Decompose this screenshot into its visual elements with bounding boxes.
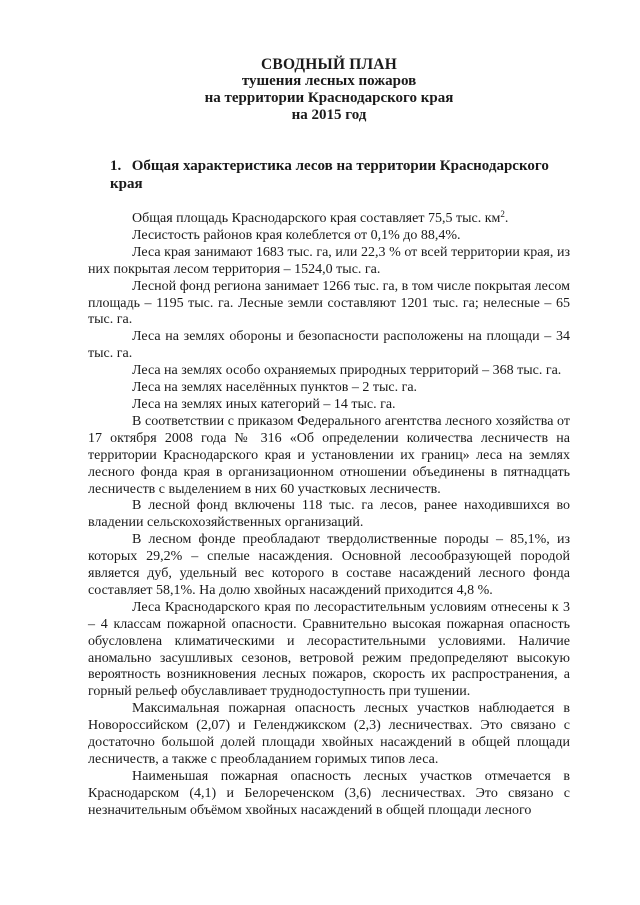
paragraph: Лесистость районов края колеблется от 0,1% до 88,4%.: [132, 227, 461, 243]
paragraph: В соответствии с приказом Федерального агентства лесного хозяйства от 17 октября 2008 года № 316 «Об определении количества лесничеств на территории Краснодарского края и установлении их границ» леса на землях лесного фонда края в организационном отношении объединены в пятнадцать лесничеств с выделением в них 60 участковых лесничеств.: [88, 413, 570, 497]
title-line-3: на территории Краснодарского края: [204, 90, 454, 106]
paragraph: Леса на землях обороны и безопасности расположены на площади – 34 тыс. га.: [88, 329, 570, 362]
section-heading: [88, 157, 570, 193]
paragraph: Леса на землях особо охраняемых природных территорий – 368 тыс. га.: [132, 363, 562, 379]
paragraph: Леса края занимают 1683 тыс. га, или 22,3 % от всей территории края, из них покрытая лесом территория – 1524,0 тыс. га.: [88, 244, 570, 277]
title-main: СВОДНЫЙ ПЛАН: [261, 56, 397, 73]
title-line-4: на 2015 год: [291, 107, 367, 123]
superscript-2: 2: [500, 209, 505, 219]
paragraph: Леса на землях населённых пунктов – 2 тыс. га.: [132, 380, 418, 396]
paragraph: В лесной фонд включены 118 тыс. га лесов, ранее находившихся во владении сельскохозяйственных организаций.: [88, 498, 570, 531]
paragraph: Леса на землях иных категорий – 14 тыс. га.: [132, 396, 396, 412]
paragraph: Максимальная пожарная опасность лесных участков наблюдается в Новороссийском (2,07) и Геленджикском (2,3) лесничествах. Это связано с достаточно большой долей площади хвойных насаждений в общей площади лесничеств, а также с преобладанием горимых типов леса.: [88, 701, 570, 767]
paragraph: Леса Краснодарского края по лесорастительным условиям отнесены к 3 – 4 классам пожарной опасности. Сравнительно высокая пожарная опасность обусловлена климатическими и лесорастительными условиями. Наличие аномально засушливых сезонов, ветровой режим предопределяют высокую вероятность возникновения лесных пожаров, скорость их распространения, а горный рельеф обуславливает труднодоступность при тушении.: [88, 599, 570, 700]
paragraph-area-text: Общая площадь Краснодарского края составляет 75,5 тыс. км: [132, 211, 501, 226]
paragraph-area-end: .: [504, 211, 509, 226]
title-line-2: тушения лесных пожаров: [241, 73, 417, 89]
paragraph: Лесной фонд региона занимает 1266 тыс. га, в том числе покрытая лесом площадь – 1195 тыс. га. Лесные земли составляют 1201 тыс. га; нелесные – 65 тыс. га.: [88, 278, 570, 328]
paragraph: В лесном фонде преобладают твердолиственные породы – 85,1%, из которых 29,2% – спелые насаждения. Основной лесообразующей породой является дуб, удельный вес которого в составе насаждений лесного фонда составляет 58,1%. На долю хвойных насаждений приходится 4,8 %.: [88, 532, 570, 598]
paragraph: Наименьшая пожарная опасность лесных участков отмечается в Краснодарском (4,1) и Белореченском (3,6) лесничествах. Это связано с незначительным объёмом хвойных насаждений в общей площади лесного: [88, 768, 570, 818]
section-number: 1.: [110, 158, 122, 174]
document-title: [88, 56, 570, 124]
paragraph-area: [88, 211, 570, 228]
section-title: Общая характеристика лесов на территории Краснодарского края: [110, 158, 549, 192]
body-text: [88, 211, 570, 820]
